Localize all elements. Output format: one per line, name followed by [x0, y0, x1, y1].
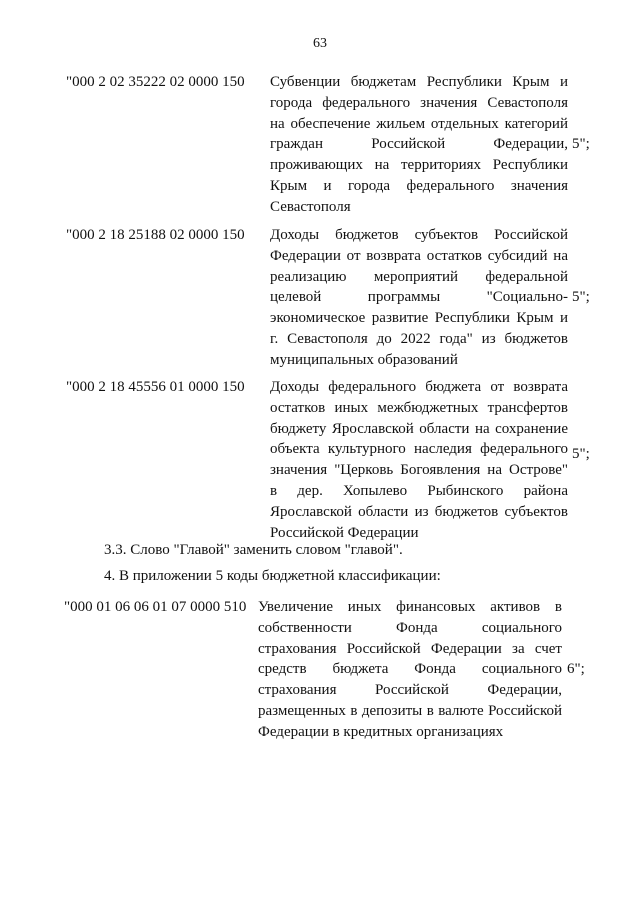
description-line: г. Севастополя до 2022 года" из бюджетов	[270, 330, 568, 347]
description-line: Севастополя	[270, 198, 351, 215]
entry-suffix: 6";	[567, 661, 585, 677]
amendment-paragraph: 3.3. Слово "Главой" заменить словом "главой".	[104, 542, 403, 558]
description-line: на обеспечение жильем отдельных категорий	[270, 115, 568, 132]
description-line: страхования Российской Федерации,	[258, 682, 562, 699]
description-line: целевой программы "Социально-	[270, 289, 568, 306]
description-line: страхования Российской Федерации за счет	[258, 640, 562, 657]
description-line: средств бюджета Фонда социального	[258, 661, 562, 678]
description-line: Ярославской области из бюджетов субъектов	[270, 503, 568, 520]
page-number: 63	[313, 36, 327, 51]
description-line: бюджету Ярославской области на сохранение	[270, 420, 568, 437]
description-line: Увеличение иных финансовых активов в	[258, 599, 562, 615]
description-line: значения "Церковь Богоявления на Острове"	[270, 462, 568, 479]
budget-code: "000 2 02 35222 02 0000 150	[66, 74, 245, 90]
description-line: проживающих на территориях Республики	[270, 157, 568, 174]
entry-suffix: 5";	[572, 136, 590, 152]
description-line: объекта культурного наследия федерального	[270, 441, 568, 458]
description-line: Федерации от возврата остатков субсидий на	[270, 247, 568, 264]
description-line: муниципальных образований	[270, 351, 458, 368]
description-line: собственности Фонда социального	[258, 619, 562, 636]
entry-suffix: 5";	[572, 289, 590, 305]
description-line: Доходы бюджетов субъектов Российской	[270, 227, 568, 243]
description-line: Крым и города федерального значения	[270, 177, 568, 194]
description-line: размещенных в депозиты в валюте Российской	[258, 702, 562, 719]
entry-description	[270, 225, 568, 371]
description-line: города федерального значения Севастополя	[270, 94, 568, 111]
description-line: граждан Российской Федерации,	[270, 136, 568, 153]
budget-code: "000 01 06 06 01 07 0000 510	[64, 599, 247, 615]
description-line: Доходы федерального бюджета от возврата	[270, 379, 568, 395]
entry-description	[270, 377, 568, 543]
budget-code: "000 2 18 45556 01 0000 150	[66, 379, 245, 395]
entry-description	[258, 597, 562, 743]
entry-suffix: 5";	[572, 446, 590, 462]
description-line: Субвенции бюджетам Республики Крым и	[270, 74, 568, 90]
description-line: остатков иных межбюджетных трансфертов	[270, 399, 568, 416]
description-line: Федерации в кредитных организациях	[258, 723, 504, 740]
description-line: Российской Федерации	[270, 524, 419, 541]
entry-description	[270, 72, 568, 218]
budget-code: "000 2 18 25188 02 0000 150	[66, 227, 245, 243]
amendment-paragraph: 4. В приложении 5 коды бюджетной классификации:	[104, 568, 441, 584]
description-line: реализацию мероприятий федеральной	[270, 268, 568, 285]
description-line: в дер. Хопылево Рыбинского района	[270, 482, 568, 499]
description-line: экономическое развитие Республики Крым и	[270, 310, 568, 327]
